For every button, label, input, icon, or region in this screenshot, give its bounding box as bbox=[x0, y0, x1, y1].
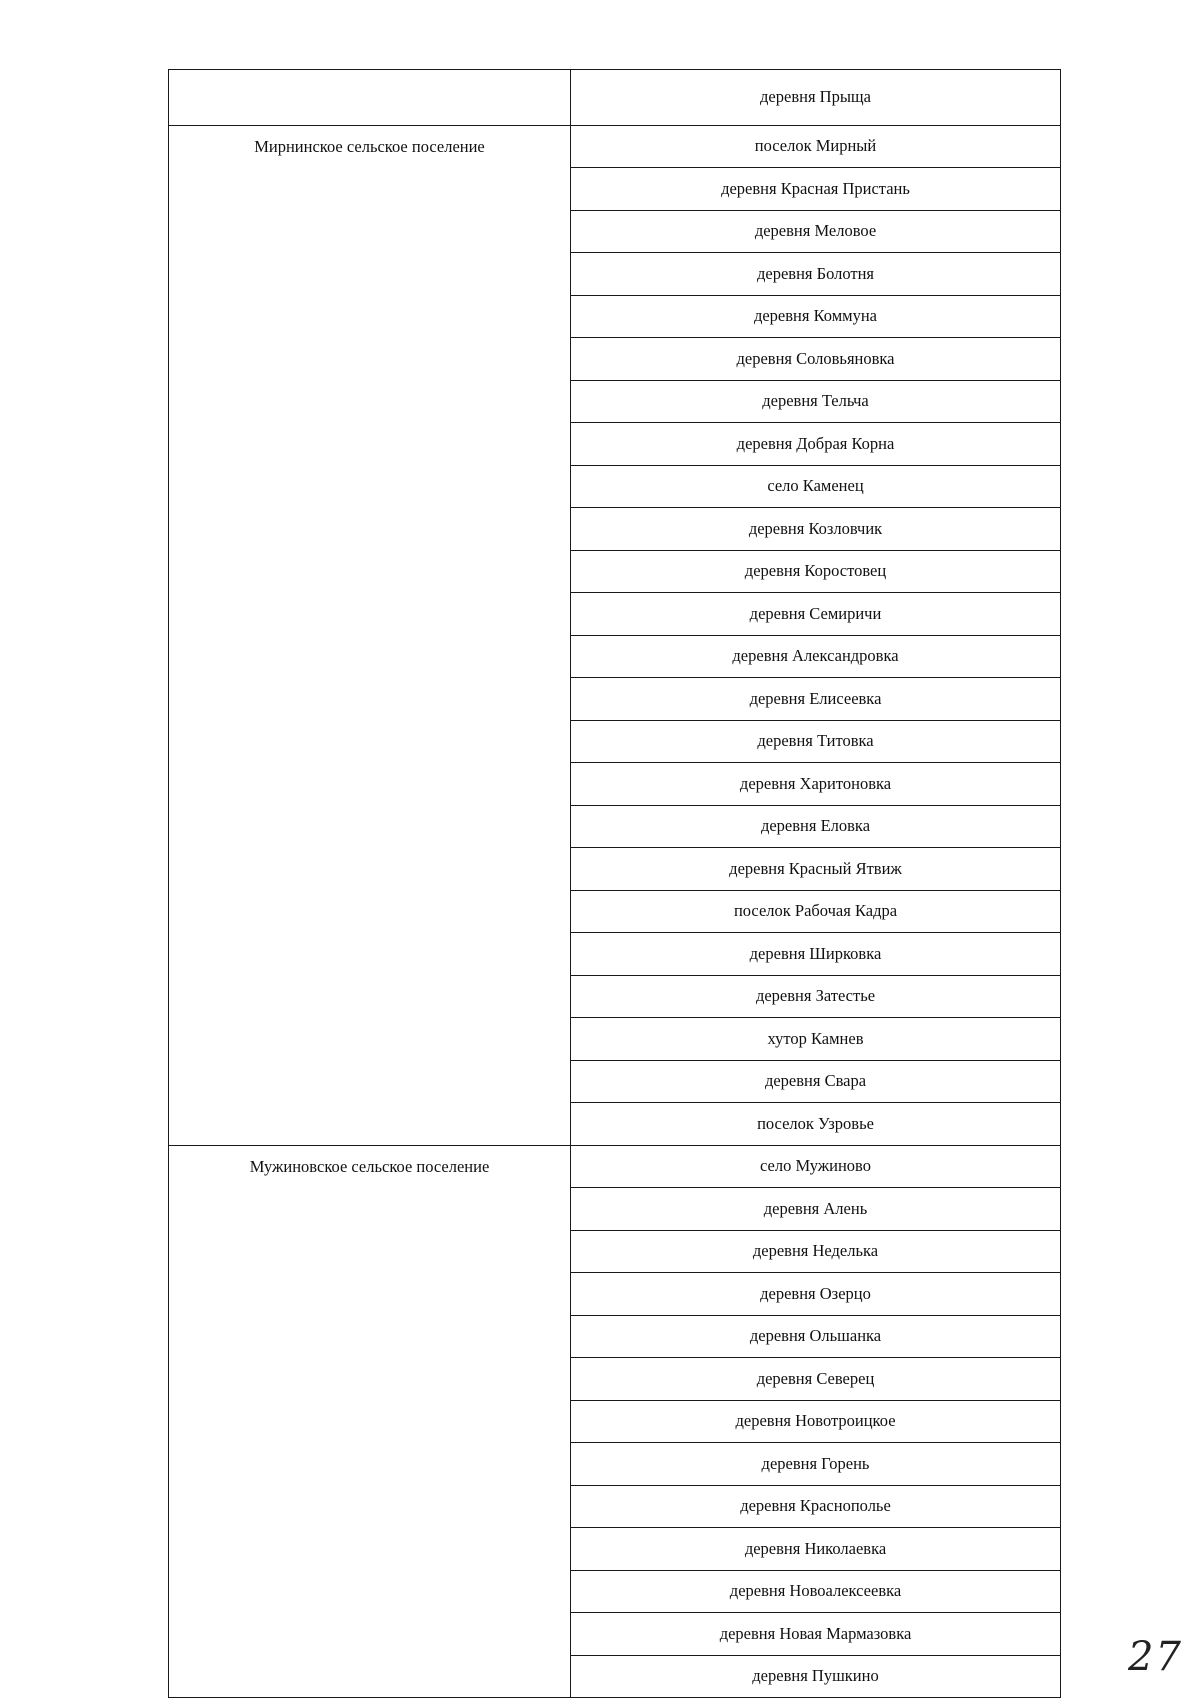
locality-cell: деревня Затестье bbox=[571, 975, 1061, 1018]
locality-cell: деревня Ольшанка bbox=[571, 1315, 1061, 1358]
locality-cell: деревня Коростовец bbox=[571, 550, 1061, 593]
locality-cell: село Каменец bbox=[571, 465, 1061, 508]
table-row bbox=[169, 1145, 1061, 1188]
locality-cell: деревня Титовка bbox=[571, 720, 1061, 763]
table-body bbox=[169, 70, 1061, 1698]
locality-cell: поселок Узровье bbox=[571, 1103, 1061, 1146]
locality-cell: деревня Прыща bbox=[571, 70, 1061, 126]
locality-cell: деревня Николаевка bbox=[571, 1528, 1061, 1571]
locality-cell: деревня Коммуна bbox=[571, 295, 1061, 338]
locality-cell: деревня Красная Пристань bbox=[571, 168, 1061, 211]
locality-cell: село Мужиново bbox=[571, 1145, 1061, 1188]
locality-cell: деревня Харитоновка bbox=[571, 763, 1061, 806]
locality-cell: деревня Еловка bbox=[571, 805, 1061, 848]
locality-cell: деревня Северец bbox=[571, 1358, 1061, 1401]
locality-cell: поселок Рабочая Кадра bbox=[571, 890, 1061, 933]
locality-cell: деревня Свара bbox=[571, 1060, 1061, 1103]
locality-cell: деревня Александровка bbox=[571, 635, 1061, 678]
locality-cell: деревня Неделька bbox=[571, 1230, 1061, 1273]
settlements-table bbox=[168, 69, 1061, 1698]
table-row bbox=[169, 125, 1061, 168]
locality-cell: деревня Добрая Корна bbox=[571, 423, 1061, 466]
locality-cell: деревня Козловчик bbox=[571, 508, 1061, 551]
locality-cell: деревня Краснополье bbox=[571, 1485, 1061, 1528]
locality-cell: деревня Пушкино bbox=[571, 1655, 1061, 1698]
locality-cell: поселок Мирный bbox=[571, 125, 1061, 168]
locality-cell: деревня Красный Ятвиж bbox=[571, 848, 1061, 891]
locality-cell: деревня Новоалексеевка bbox=[571, 1570, 1061, 1613]
settlement-cell: Мужиновское сельское поселение bbox=[169, 1145, 571, 1698]
locality-cell: деревня Болотня bbox=[571, 253, 1061, 296]
locality-cell: деревня Горень bbox=[571, 1443, 1061, 1486]
locality-cell: деревня Елисеевка bbox=[571, 678, 1061, 721]
locality-cell: деревня Новая Мармазовка bbox=[571, 1613, 1061, 1656]
settlement-cell: Мирнинское сельское поселение bbox=[169, 125, 571, 1145]
settlement-cell bbox=[169, 70, 571, 126]
locality-cell: деревня Озерцо bbox=[571, 1273, 1061, 1316]
locality-cell: деревня Соловьяновка bbox=[571, 338, 1061, 381]
locality-cell: деревня Семиричи bbox=[571, 593, 1061, 636]
locality-cell: деревня Алень bbox=[571, 1188, 1061, 1231]
table-row bbox=[169, 70, 1061, 126]
locality-cell: деревня Ширковка bbox=[571, 933, 1061, 976]
locality-cell: деревня Новотроицкое bbox=[571, 1400, 1061, 1443]
handwritten-page-number: 27 bbox=[1128, 1634, 1183, 1680]
locality-cell: деревня Меловое bbox=[571, 210, 1061, 253]
locality-cell: деревня Тельча bbox=[571, 380, 1061, 423]
locality-cell: хутор Камнев bbox=[571, 1018, 1061, 1061]
